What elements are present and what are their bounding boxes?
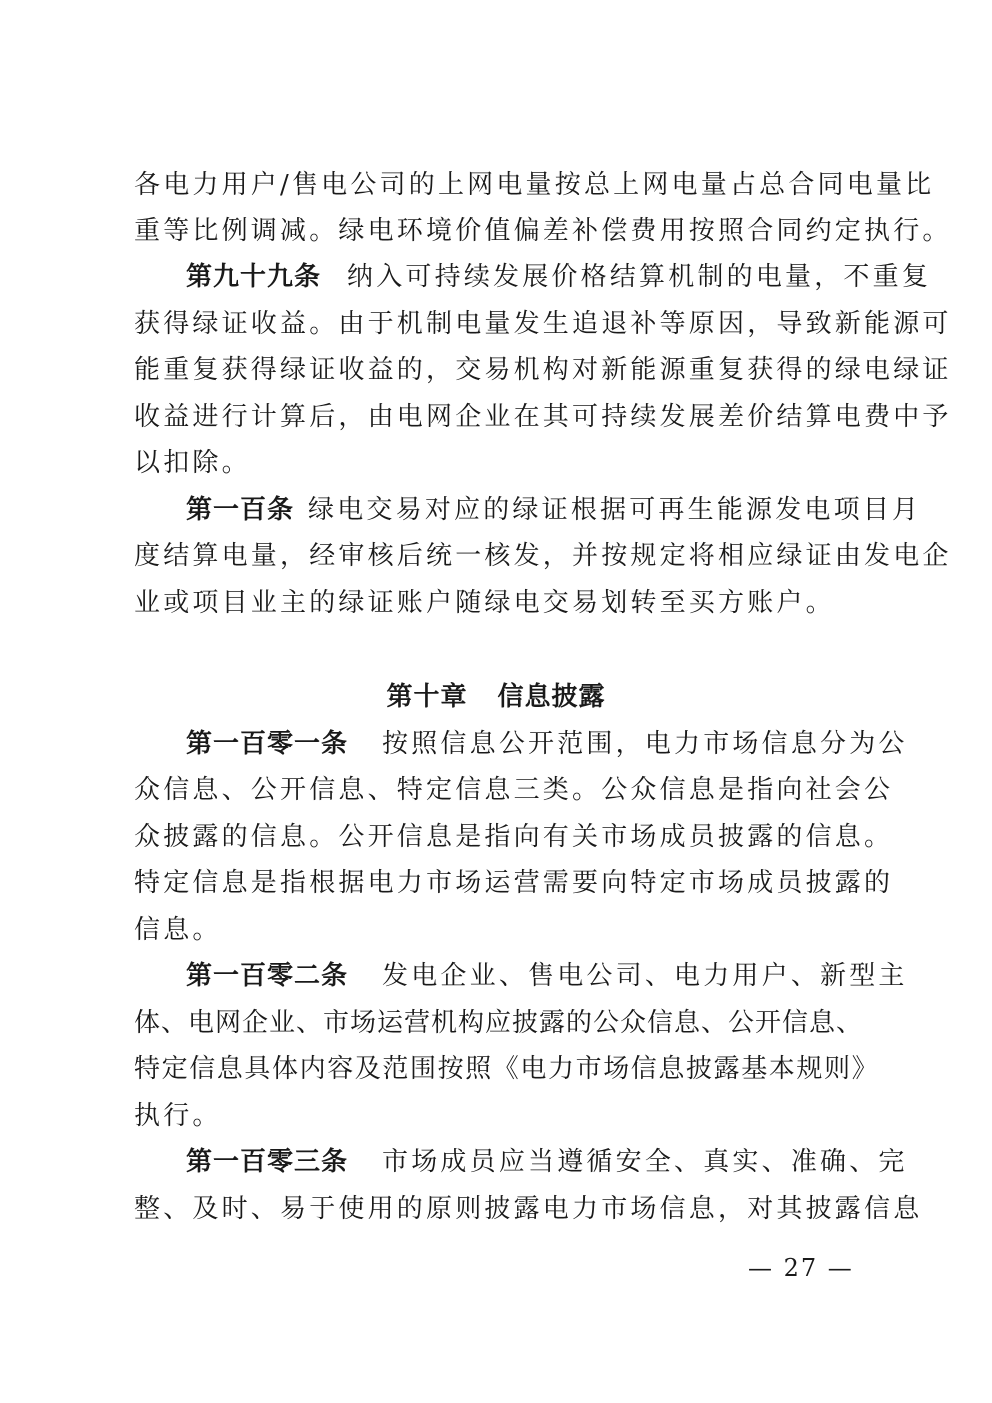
article-103-text: 市场成员应当遵循安全、真实、准确、完 [382, 1147, 908, 1177]
paragraph-line: 重等比例调减。绿电环境价值偏差补偿费用按照合同约定执行。 [134, 216, 952, 246]
paragraph-line: 各电力用户/售电公司的上网电量按总上网电量占总合同电量比 [134, 170, 935, 200]
paragraph-line: 获得绿证收益。由于机制电量发生追退补等原因，导致新能源可 [134, 309, 952, 339]
paragraph-line: 以扣除。 [134, 448, 251, 478]
paragraph-line: 特定信息具体内容及范围按照《电力市场信息披露基本规则》 [134, 1054, 880, 1084]
article-100-text: 绿电交易对应的绿证根据可再生能源发电项目月 [308, 495, 922, 525]
article-99-label: 第九十九条 [186, 262, 322, 292]
paragraph-line: 执行。 [134, 1101, 222, 1131]
article-101-text: 按照信息公开范围，电力市场信息分为公 [382, 729, 908, 759]
chapter-title: 信息披露 [497, 682, 606, 712]
paragraph-line: 度结算电量，经审核后统一核发，并按规定将相应绿证由发电企 [134, 541, 952, 571]
article-102-label: 第一百零二条 [186, 961, 349, 991]
paragraph-line: 收益进行计算后，由电网企业在其可持续发展差价结算电费中予 [134, 402, 952, 432]
article-102-first-line [186, 956, 908, 996]
paragraph-line: 整、及时、易于使用的原则披露电力市场信息，对其披露信息 [134, 1194, 923, 1224]
paragraph-line: 能重复获得绿证收益的，交易机构对新能源重复获得的绿电绿证 [134, 355, 952, 385]
article-100-first-line [186, 490, 922, 530]
paragraph-line: 特定信息是指根据电力市场运营需要向特定市场成员披露的 [134, 868, 894, 898]
article-99-first-line [186, 257, 932, 297]
page-number: — 27 — [748, 1254, 854, 1282]
paragraph-line: 众信息、公开信息、特定信息三类。公众信息是指向社会公 [134, 775, 894, 805]
article-101-label: 第一百零一条 [186, 729, 349, 759]
article-103-first-line [186, 1142, 908, 1182]
chapter-heading [0, 677, 992, 717]
chapter-number: 第十章 [386, 682, 468, 712]
paragraph-line: 众披露的信息。公开信息是指向有关市场成员披露的信息。 [134, 822, 894, 852]
article-101-first-line [186, 724, 908, 764]
article-99-text: 纳入可持续发展价格结算机制的电量，不重复 [347, 262, 932, 292]
article-102-text: 发电企业、售电公司、电力用户、新型主 [382, 961, 908, 991]
article-103-label: 第一百零三条 [186, 1147, 349, 1177]
paragraph-line: 业或项目业主的绿证账户随绿电交易划转至买方账户。 [134, 588, 835, 618]
article-100-label: 第一百条 [186, 495, 295, 525]
paragraph-line: 体、电网企业、市场运营机构应披露的公众信息、公开信息、 [134, 1008, 864, 1038]
paragraph-line: 信息。 [134, 915, 222, 945]
